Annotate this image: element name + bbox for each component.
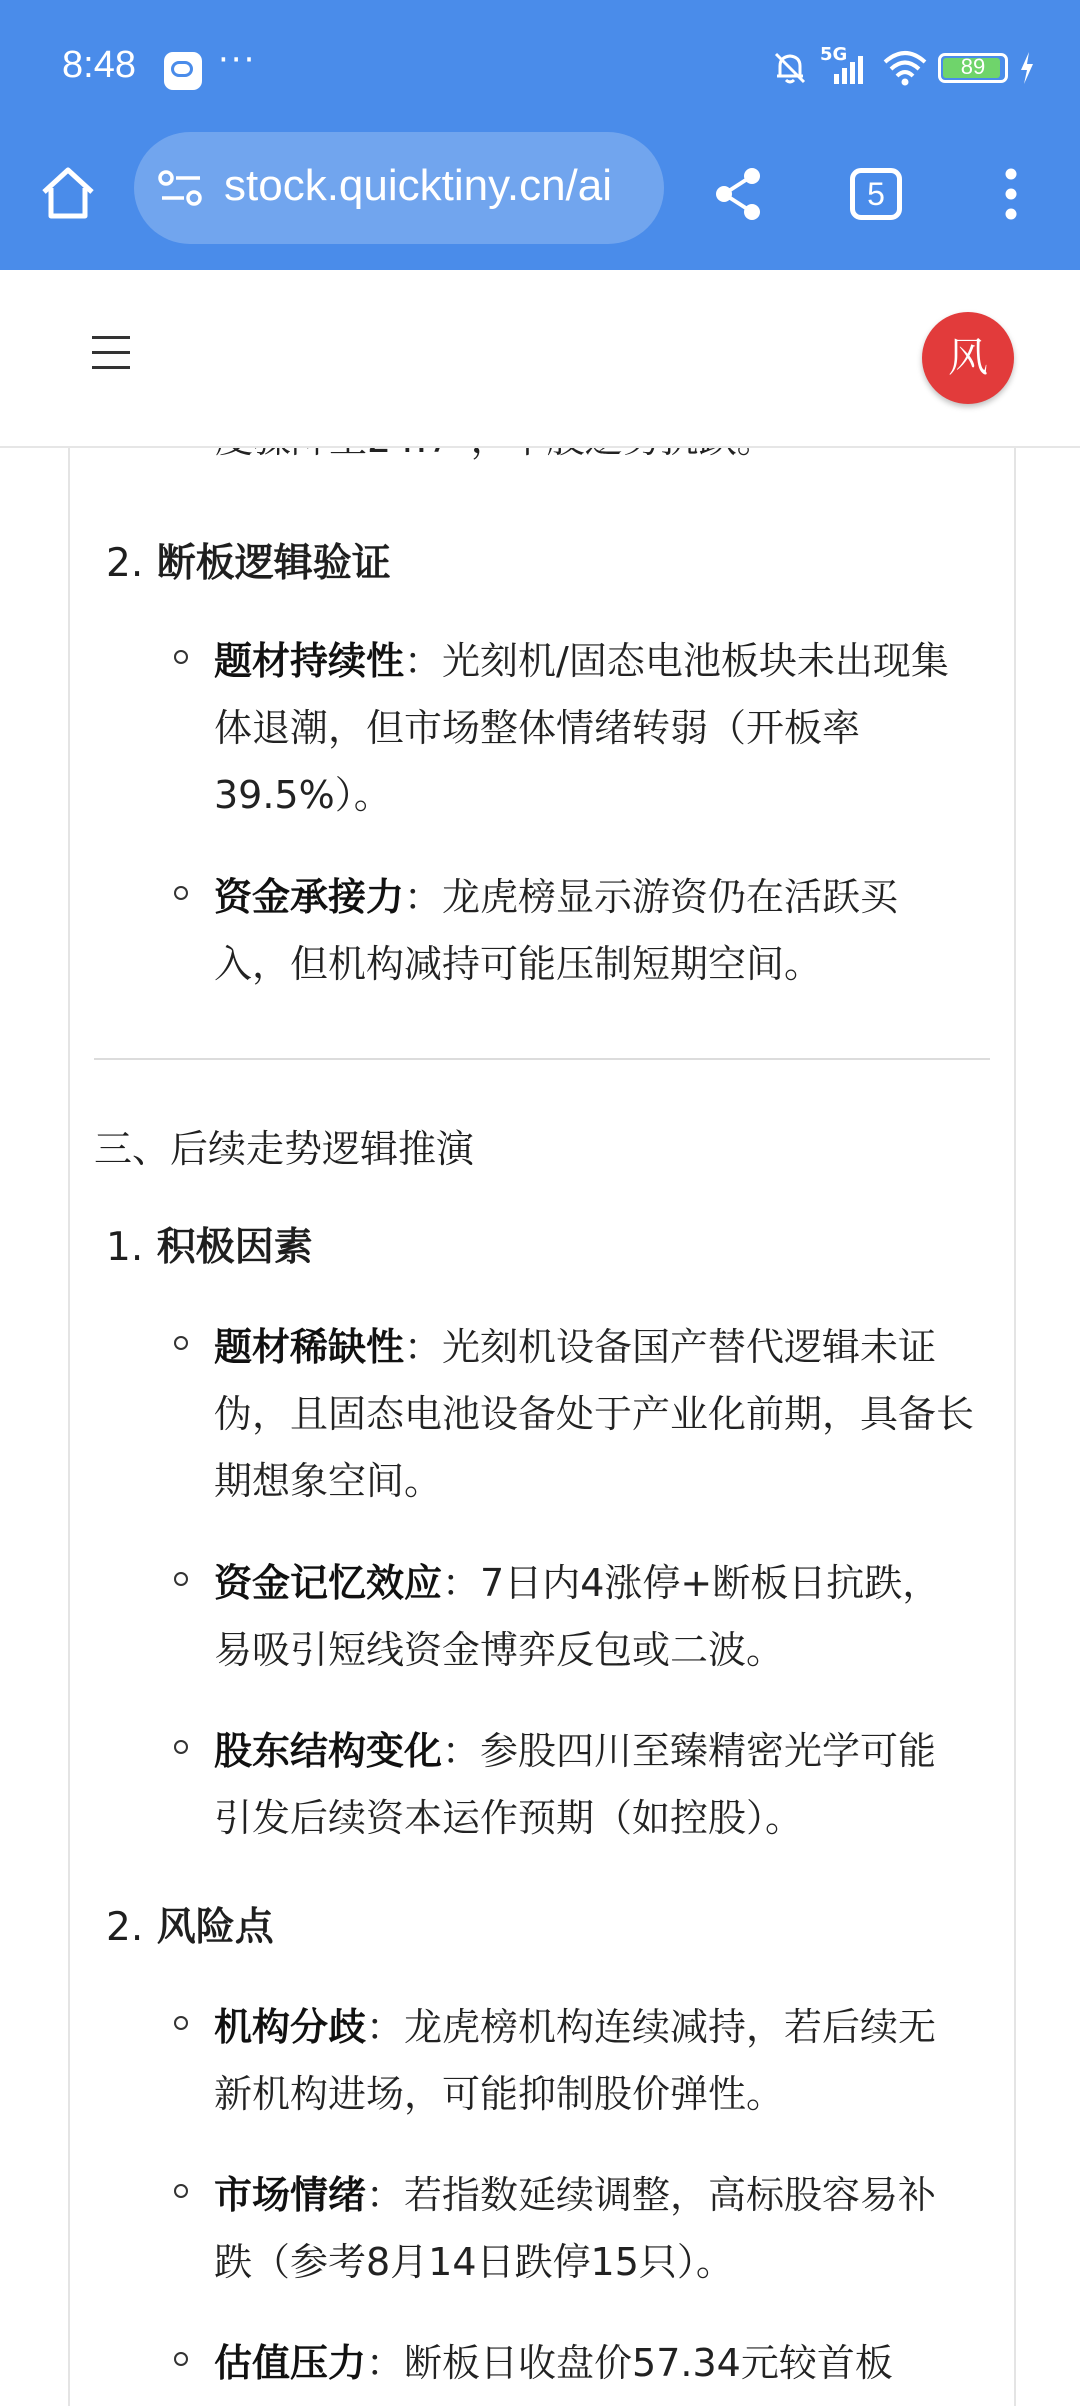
bullet-icon (174, 2016, 188, 2030)
charging-icon (1018, 50, 1036, 86)
url-text[interactable]: stock.quicktiny.cn/ai (224, 161, 613, 210)
browser-toolbar (0, 132, 1080, 270)
section-heading: 三、后续走势逻辑推演 (94, 1127, 475, 1171)
list-item: 股东结构变化：参股四川至臻精密光学可能引发后续资本运作预期（如控股）。 (174, 1718, 974, 1852)
list-item: 估值压力：断板日收盘价57.34元较首板 (174, 2330, 974, 2397)
wifi-icon (882, 48, 928, 88)
bullet-icon (174, 1336, 188, 1350)
chat-app-icon (164, 52, 202, 90)
more-notifications-icon: ··· (218, 40, 257, 80)
share-icon[interactable] (706, 162, 770, 226)
subheading-positive-factors: 1. 积极因素 (106, 1225, 313, 1270)
list-item: 资金承接力：龙虎榜显示游资仍在活跃买入，但机构减持可能压制短期空间。 (174, 864, 974, 998)
list-item: 题材稀缺性：光刻机设备国产替代逻辑未证伪，且固态电池设备处于产业化前期，具备长期想象空间。 (174, 1314, 974, 1515)
list-item: 资金记忆效应：7日内4涨停+断板日抗跌，易吸引短线资金博弈反包或二波。 (174, 1550, 974, 1684)
subheading-risk-points: 2. 风险点 (106, 1905, 274, 1950)
list-item: 市场情绪：若指数延续调整，高标股容易补跌（参考8月14日跌停15只）。 (174, 2162, 974, 2296)
tab-switcher-button[interactable]: 5 (850, 168, 902, 220)
status-icons (770, 46, 1036, 90)
list-item: 机构分歧：龙虎榜机构连续减持，若后续无新机构进场，可能抑制股价弹性。 (174, 1994, 974, 2128)
more-options-icon[interactable] (996, 162, 1026, 226)
status-time: 8:48 (62, 44, 136, 86)
bullet-icon (174, 1572, 188, 1586)
signal-icon (820, 48, 872, 88)
mute-bell-icon (770, 48, 810, 88)
battery-icon: 89 (938, 53, 1008, 83)
home-icon[interactable] (36, 162, 100, 226)
bullet-icon (174, 1740, 188, 1754)
site-settings-icon[interactable] (158, 170, 204, 208)
list-item: 题材持续性：光刻机/固态电池板块未出现集体退潮，但市场整体情绪转弱（开板率39.5%）。 (174, 628, 974, 829)
bullet-icon (174, 2184, 188, 2198)
user-avatar[interactable]: 风 (922, 312, 1014, 404)
divider (94, 1058, 990, 1060)
bullet-icon (174, 886, 188, 900)
network-type: 5G (820, 48, 872, 88)
status-bar (0, 0, 1080, 132)
hamburger-menu-icon[interactable] (92, 336, 130, 370)
article-content (68, 446, 1016, 2406)
bullet-icon (174, 2352, 188, 2366)
site-header (0, 270, 1080, 448)
subheading-break-logic: 2. 断板逻辑验证 (106, 541, 391, 586)
url-bar[interactable] (134, 132, 664, 244)
bullet-icon (174, 650, 188, 664)
